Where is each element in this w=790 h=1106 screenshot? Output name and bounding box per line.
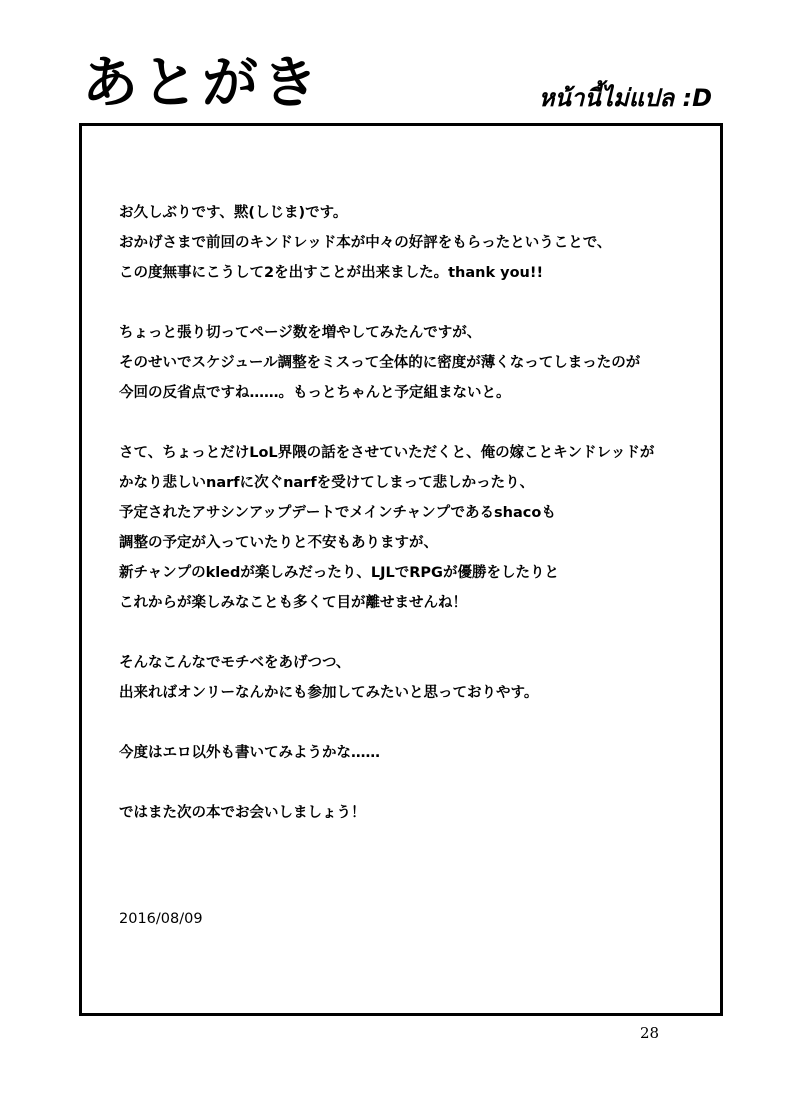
paragraph-1 [119, 198, 719, 288]
paragraph-gap [119, 708, 719, 738]
page-number: 28 [640, 1024, 660, 1042]
text-line: 調整の予定が入っていたりと不安もありますが、 [119, 535, 438, 551]
text-line: そんなこんなでモチベをあげつつ、 [119, 655, 351, 671]
text-line: 予定されたアサシンアップデートでメインチャンプであるshacoも [119, 505, 556, 521]
text-line: この度無事にこうして2を出すことが出来ました。thank you!! [119, 265, 544, 281]
text-line: 出来ればオンリーなんかにも参加してみたいと思っておりやす。 [119, 685, 539, 701]
paragraph-2 [119, 318, 719, 408]
text-line: ではまた次の本でお会いしましょう！ [119, 805, 366, 821]
text-line: 新チャンプのkledが楽しみだったり、LJLでRPGが優勝をしたりと [119, 565, 559, 581]
text-line: おかげさまで前回のキンドレッド本が中々の好評をもらったということで、 [119, 235, 612, 251]
translator-note: หน้านี้ไม่แปล :D [538, 84, 712, 112]
paragraph-5 [119, 738, 719, 768]
text-line: 今度はエロ以外も書いてみようかな…… [119, 745, 380, 761]
paragraph-3 [119, 438, 719, 618]
paragraph-gap [119, 288, 719, 318]
text-line: さて、ちょっとだけLoL界隈の話をさせていただくと、俺の嫁ことキンドレッドが [119, 445, 655, 461]
afterword-body [119, 198, 719, 828]
paragraph-gap [119, 408, 719, 438]
text-line: 今回の反省点ですね……。もっとちゃんと予定組まないと。 [119, 385, 511, 401]
paragraph-gap [119, 768, 719, 798]
text-line: これからが楽しみなことも多くて目が離せませんね！ [119, 595, 467, 611]
date-stamp: 2016/08/09 [119, 911, 203, 927]
text-line: お久しぶりです、黙(しじま)です。 [119, 205, 348, 221]
paragraph-6 [119, 798, 719, 828]
text-line: そのせいでスケジュール調整をミスって全体的に密度が薄くなってしまったのが [119, 355, 641, 371]
page-title: あとがき [82, 51, 322, 116]
paragraph-4 [119, 648, 719, 708]
text-line: ちょっと張り切ってページ数を増やしてみたんですが、 [119, 325, 482, 341]
paragraph-gap [119, 618, 719, 648]
text-line: かなり悲しいnarfに次ぐnarfを受けてしまって悲しかったり、 [119, 475, 535, 491]
